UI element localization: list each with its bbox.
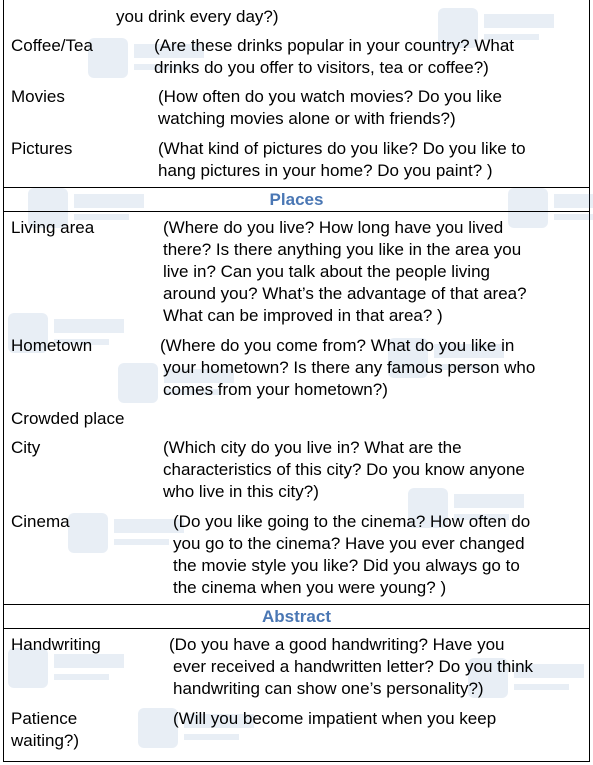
question-line: drinks do you offer to visitors, tea or coffee?) bbox=[154, 58, 489, 77]
topic-label: Hometown bbox=[11, 336, 93, 355]
topic-label: Pictures bbox=[11, 139, 73, 158]
question-line: who live in this city?) bbox=[163, 482, 319, 501]
question-line: hang pictures in your home? Do you paint? ) bbox=[158, 161, 493, 180]
question-line: the cinema when you were young? ) bbox=[173, 578, 447, 597]
question-line: (How often do you watch movies? Do you like bbox=[158, 87, 502, 106]
topic-label: Living area bbox=[11, 218, 95, 237]
question-line: handwriting can show one’s personality?) bbox=[173, 679, 484, 698]
section-header-abstract: Abstract bbox=[4, 604, 589, 629]
question-line: (What kind of pictures do you like? Do you like to bbox=[158, 139, 526, 158]
question-line: you go to the cinema? Have you ever changed bbox=[173, 534, 525, 553]
question-line: ever received a handwritten letter? Do you think bbox=[173, 657, 534, 676]
question-line: characteristics of this city? Do you know anyone bbox=[163, 460, 525, 479]
question-line: (Which city do you live in? What are the bbox=[163, 438, 462, 457]
topic-label: Coffee/Tea bbox=[11, 36, 93, 55]
question-line: (Do you have a good handwriting? Have you bbox=[169, 635, 505, 654]
question-line: your hometown? Is there any famous person who bbox=[163, 358, 536, 377]
question-line: (Where do you come from? What do you like in bbox=[160, 336, 515, 355]
topic-label: Cinema bbox=[11, 512, 70, 531]
topic-label: Patience bbox=[11, 709, 78, 728]
section-header-places: Places bbox=[4, 187, 589, 212]
question-line: (Do you like going to the cinema? How often do bbox=[173, 512, 531, 531]
question-line: comes from your hometown?) bbox=[163, 380, 388, 399]
question-line: there? Is there anything you like in the area you bbox=[163, 240, 522, 259]
question-line: (Will you become impatient when you keep bbox=[173, 709, 497, 728]
question-line: (Where do you live? How long have you lived bbox=[163, 218, 504, 237]
question-line: What can be improved in that area? ) bbox=[163, 306, 443, 325]
topic-table bbox=[3, 0, 590, 762]
question-line: watching movies alone or with friends?) bbox=[158, 109, 456, 128]
question-line: (Are these drinks popular in your country? What bbox=[154, 36, 515, 55]
topic-label: Movies bbox=[11, 87, 65, 106]
topic-label: City bbox=[11, 438, 41, 457]
topic-label: Handwriting bbox=[11, 635, 101, 654]
question-line: around you? What’s the advantage of that area? bbox=[163, 284, 527, 303]
topic-label-continuation: waiting?) bbox=[11, 731, 80, 750]
question-line: live in? Can you talk about the people living bbox=[163, 262, 490, 281]
question-line: the movie style you like? Did you always go to bbox=[173, 556, 520, 575]
topic-label: Crowded place bbox=[11, 409, 125, 428]
continuation-text: you drink every day?) bbox=[116, 7, 279, 26]
